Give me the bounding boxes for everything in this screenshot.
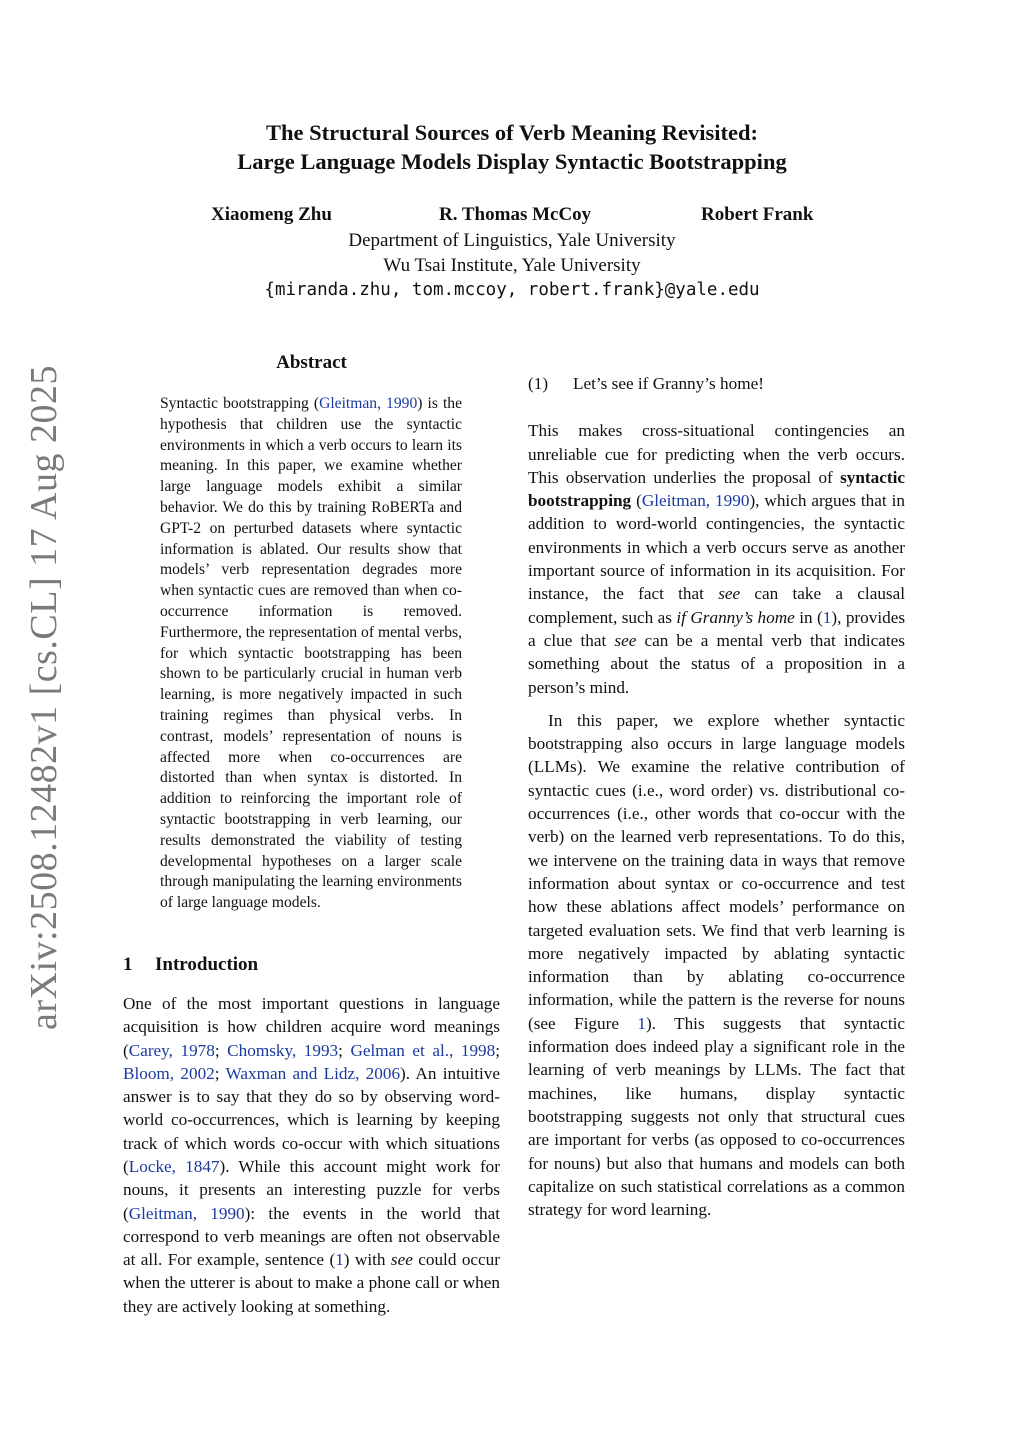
- example-text: Let’s see if Granny’s home!: [573, 374, 764, 393]
- arxiv-identifier: arXiv:2508.12482v1 [cs.CL] 17 Aug 2025: [23, 365, 65, 1030]
- affiliation-2: Wu Tsai Institute, Yale University: [383, 254, 641, 276]
- author-3: Robert Frank: [701, 204, 814, 225]
- intro-paragraph-3: In this paper, we explore whether syntactic bootstrapping also occurs in large language models (LLMs). We examine the relative contribution of syntactic cues (i.e., word order) vs. distributional co-occurrences (i.e., other words that co-occur with the verb) on the learned verb representations. To do this, we intervene on the training data in ways that remove information about syntax or co-occurrence and test how these ablations affect models’ performance on targeted evaluation sets. We find that verb learning is more negatively impacted by ablating syntactic information than by ablating co-occurrence information, while the pattern is the reverse for nouns (see Figure 1). This suggests that syntactic information does indeed play a significant role in the learning of verb meanings by LLMs. The fact that machines, like humans, display syntactic bootstrapping suggests not only that structural cues are important for verbs (as opposed to co-occurrences for nouns) but also that humans and models can both capitalize on such statistical correlations as a common strategy for word learning.: [528, 710, 905, 1220]
- citation-link[interactable]: Gleitman, 1990: [128, 1203, 245, 1223]
- citation-link[interactable]: Waxman and Lidz, 2006: [225, 1063, 401, 1083]
- paper-title: [0, 118, 1024, 176]
- title-line-1: The Structural Sources of Verb Meaning Revisited:: [265, 120, 759, 145]
- citation-link[interactable]: Locke, 1847: [128, 1157, 220, 1176]
- title-line-2: Large Language Models Display Syntactic Bootstrapping: [237, 149, 787, 174]
- figure-ref-link[interactable]: 1: [637, 1013, 646, 1033]
- section-heading-introduction: [123, 952, 500, 978]
- intro-paragraph-2: This makes cross-situational contingencies an unreliable cue for predicting when the verb occurs. This observation underlies the proposal of syntactic bootstrapping (Gleitman, 1990), which argues that in addition to word-world contingencies, the syntactic environments in which a verb occurs serve as another important source of information in its acquisition. For instance, the fact that see can take a clausal complement, such as if Granny’s home in (1), provides a clue that see can be a mental verb that indicates something about the status of a proposition in a person’s mind.: [528, 421, 906, 697]
- abstract-heading: Abstract: [276, 352, 347, 373]
- example-ref-link[interactable]: 1: [822, 607, 832, 627]
- left-column: [123, 350, 500, 1318]
- citation-link[interactable]: Carey, 1978: [128, 1040, 215, 1060]
- citation-link[interactable]: Gelman et al., 1998: [350, 1040, 496, 1060]
- example-number: (1): [528, 374, 549, 393]
- affiliation-1: Department of Linguistics, Yale University: [348, 230, 676, 251]
- author-1: Xiaomeng Zhu: [211, 204, 332, 225]
- author-list: [0, 204, 1024, 230]
- author-emails: {miranda.zhu, tom.mccoy, robert.frank}@yale.edu: [264, 280, 760, 300]
- citation-link[interactable]: Bloom, 2002: [123, 1063, 215, 1083]
- affiliations: [0, 229, 1024, 303]
- example-ref-link[interactable]: 1: [335, 1250, 344, 1270]
- example-sentence: [528, 372, 905, 395]
- author-2: R. Thomas McCoy: [439, 204, 592, 225]
- section-title: Introduction: [155, 953, 259, 975]
- abstract-body: Syntactic bootstrapping (Gleitman, 1990) is the hypothesis that children use the syntactic environments in which a verb occurs to learn its meaning. In this paper, we examine whether large language models exhibit a similar behavior. We do this by training RoBERTa and GPT-2 on perturbed datasets where syntactic information is ablated. Our results show that models’ verb representation degrades more when syntactic cues are removed than when co-occurrence information is removed. Furthermore, the representation of mental verbs, for which syntactic bootstrapping has been shown to be particularly crucial in human verb learning, is more negatively impacted in such training regimes than physical verbs. In contrast, models’ representation of nouns is affected more when co-occurrences are distorted than when syntax is distorted. In addition to reinforcing the important role of syntactic bootstrapping in verb learning, our results demonstrated the viability of testing developmental hypotheses on a larger scale through manipulating the learning environments of large language models.: [160, 395, 462, 912]
- citation-link[interactable]: Gleitman, 1990: [641, 491, 750, 511]
- citation-link[interactable]: Gleitman, 1990: [319, 395, 418, 412]
- right-column: [528, 352, 905, 1221]
- intro-paragraph-1: One of the most important questions in language acquisition is how children acquire word meanings (Carey, 1978; Chomsky, 1993; Gelman et al., 1998; Bloom, 2002; Waxman and Lidz, 2006). An intuitive answer is to say that they do so by observing word-world co-occurrences, which is learning by keeping track of which words co-occur with which situations (Locke, 1847). While this account might work for nouns, it presents an interesting puzzle for verbs (Gleitman, 1990): the events in the world that correspond to verb meanings are often not observable at all. For example, sentence (1) with see could occur when the utterer is about to make a phone call or when they are actively looking at something.: [123, 993, 501, 1316]
- section-number: 1: [123, 953, 133, 975]
- citation-link[interactable]: Chomsky, 1993: [227, 1040, 339, 1060]
